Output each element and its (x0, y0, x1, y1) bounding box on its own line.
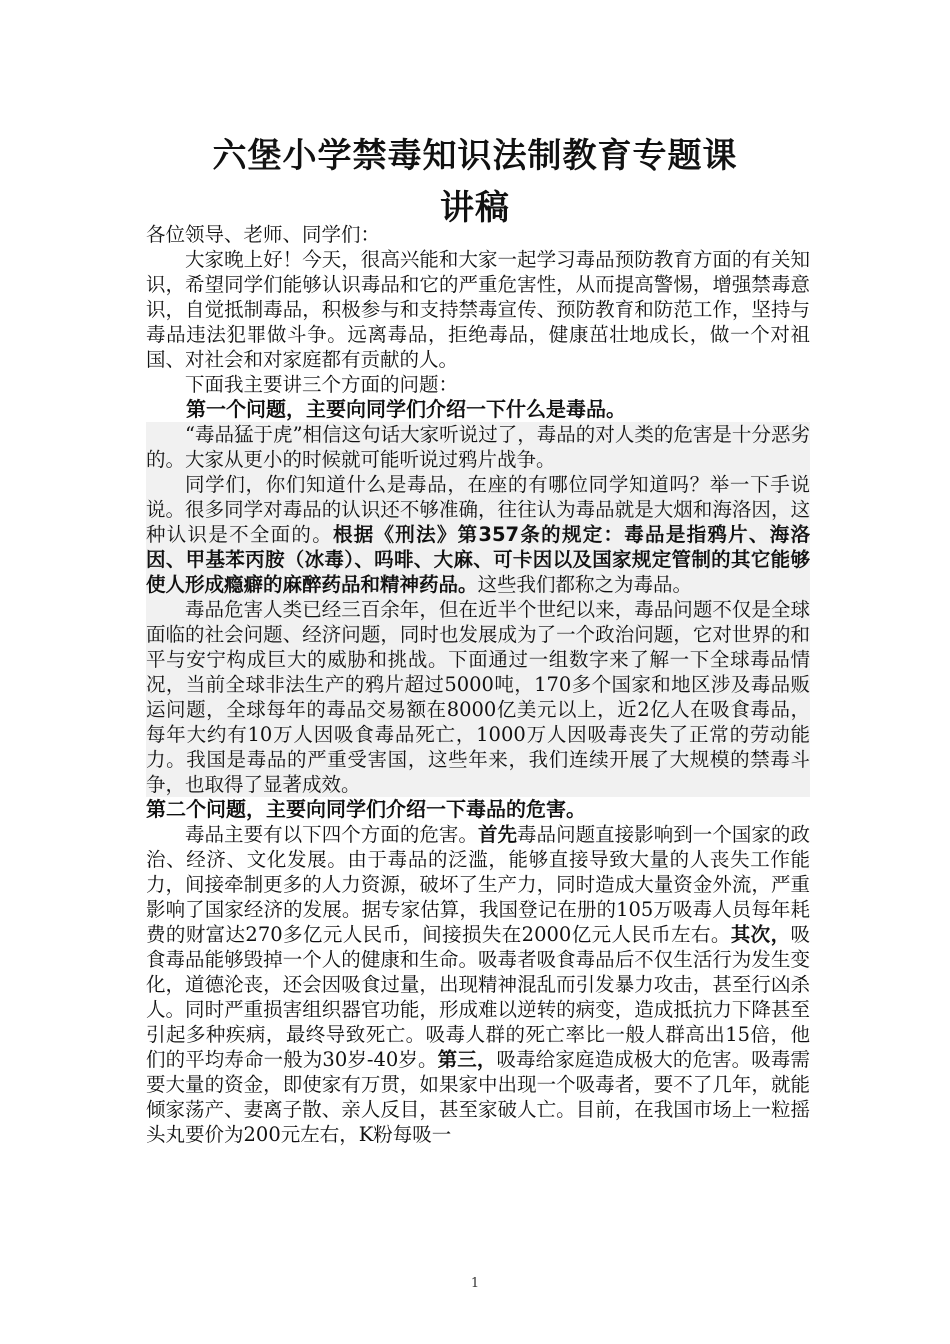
section1-heading: 第一个问题，主要向同学们介绍一下什么是毒品。 (186, 397, 626, 421)
intro-paragraph: 大家晚上好！今天，很高兴能和大家一起学习毒品预防教育方面的有关知识，希望同学们能够认识毒品和它的严重危害性，从而提高警惕，增强禁毒意识，自觉抵制毒品，积极参与和支持禁毒宣传、预防教育和防范工作，坚持与毒品违法犯罪做斗争。远离毒品，拒绝毒品，健康茁壮地成长，做一个对祖国、对社会和对家庭都有贡献的人。 (146, 248, 810, 371)
second-point-marker: 其次， (730, 923, 791, 946)
second-point-text: 吸食毒品能够毁掉一个人的健康和生命。吸毒者吸食毒品后不仅生活行为发生变化，道德沦丧，还会因吸食过量，出现精神混乱而引发暴力攻击，甚至行凶杀人。同时严重损害组织器官功能，形成难以逆转的病变，造成抵抗力下降甚至引起多种疾病，最终导致死亡。吸毒人群的死亡率比一般人群高出15倍，他们的平均寿命一般为30岁-40岁。 (146, 923, 810, 1071)
definition-lead-text: 同学们，你们知道什么是毒品，在座的有哪位同学知道吗？举一下手说说。很多同学对毒品的认识还不够准确，往往认为毒品就是大烟和海洛因，这种认识是不全面的。 (146, 473, 810, 546)
section1-content (146, 422, 810, 797)
section2-paragraph-1 (146, 822, 810, 1147)
definition-tail-text: 这些我们都称之为毒品。 (477, 573, 693, 596)
first-point-text: 毒品问题直接影响到一个国家的政治、经济、文化发展。由于毒品的泛滥，能够直接导致大量的人丧失工作能力，间接牵制更多的人力资源，破坏了生产力，同时造成大量资金外流，严重影响了国家经济的发展。据专家估算，我国登记在册的105万吸毒人员每年耗费的财富达270多亿元人民币，间接损失在2000亿元人民币左右。 (146, 823, 810, 946)
document-title-continued: 讲稿 (440, 188, 510, 228)
section1-paragraph-2 (146, 472, 810, 597)
document-title: 六堡小学禁毒知识法制教育专题课 (212, 136, 738, 176)
section1-paragraph-1: “毒品猛于虎”相信这句话大家听说过了，毒品的对人类的危害是十分恶劣的。大家从更小的时候就可能听说过鸦片战争。 (146, 423, 810, 471)
page-number: 1 (470, 1276, 480, 1291)
criminal-law-definition: 根据《刑法》第357条的规定：毒品是指鸦片、海洛因、甲基苯丙胺（冰毒）、吗啡、大麻、可卡因以及国家规定管制的其它能够使人形成瘾癖的麻醉药品和精神药品。 (146, 523, 810, 596)
outline-paragraph: 下面我主要讲三个方面的问题： (185, 373, 459, 396)
third-point-text: 吸毒给家庭造成极大的危害。吸毒需要大量的资金，即使家有万贯，如果家中出现一个吸毒者，要不了几年，就能倾家荡产、妻离子散、亲人反目，甚至家破人亡。目前，在我国市场上一粒摇头丸要价为200元左右，K粉每吸一 (146, 1048, 810, 1146)
third-point-marker: 第三， (437, 1048, 497, 1071)
greeting: 各位领导、老师、同学们： (146, 223, 381, 246)
document-body (146, 222, 810, 1147)
harm-intro-text: 毒品主要有以下四个方面的危害。 (185, 823, 478, 846)
first-point-marker: 首先 (477, 823, 518, 846)
section1-paragraph-3: 毒品危害人类已经三百余年，但在近半个世纪以来，毒品问题不仅是全球面临的社会问题、经济问题，同时也发展成为了一个政治问题，它对世界的和平与安宁构成巨大的威胁和挑战。下面通过一组数字来了解一下全球毒品情况，当前全球非法生产的鸦片超过5000吨，170多个国家和地区涉及毒品贩运问题，全球每年的毒品交易额在8000亿美元以上，近2亿人在吸食毒品，每年大约有10万人因吸食毒品死亡，1000万人因吸毒丧失了正常的劳动能力。我国是毒品的严重受害国，这些年来，我们连续开展了大规模的禁毒斗争，也取得了显著成效。 (146, 598, 810, 796)
section2-heading: 第二个问题，主要向同学们介绍一下毒品的危害。 (146, 797, 586, 821)
